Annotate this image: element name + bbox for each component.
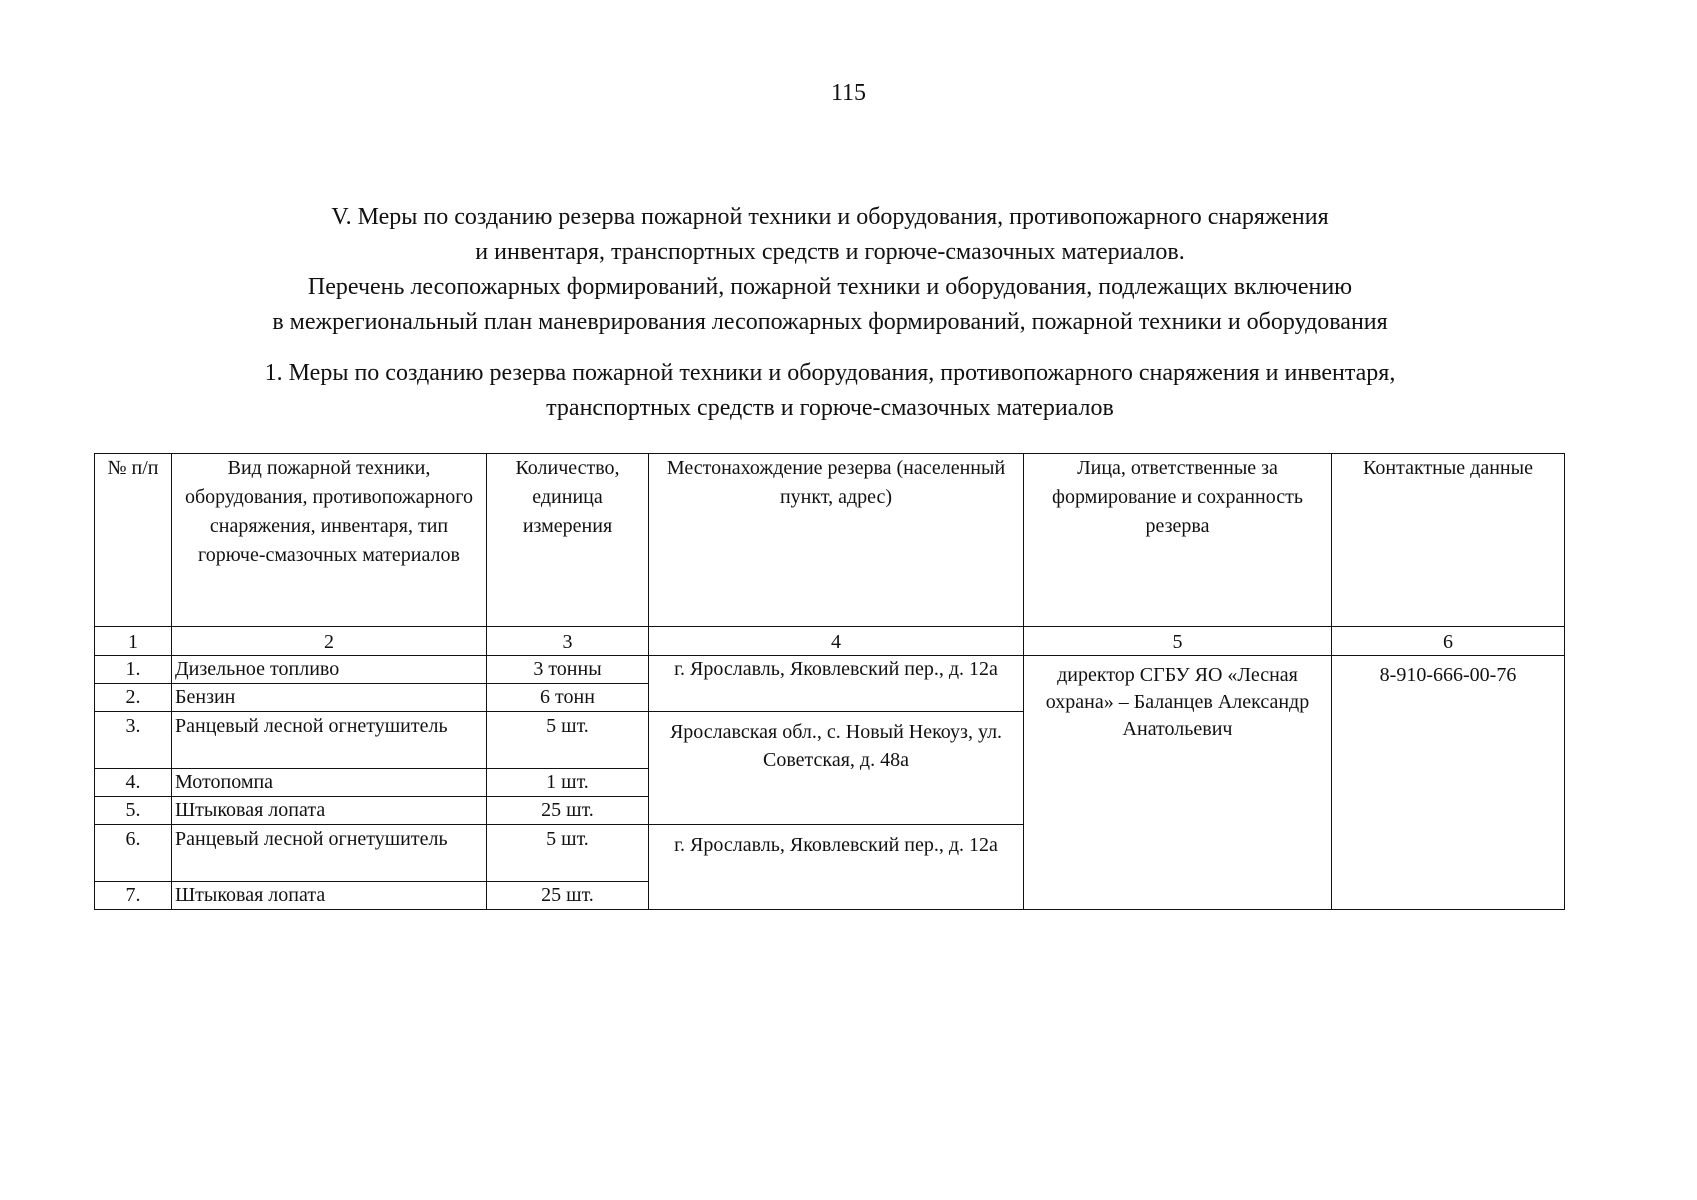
header-cell-responsible: Лица, ответственные за формирование и сохранность резерва <box>1024 454 1332 627</box>
row-item: Мотопомпа <box>172 769 487 797</box>
header-cell-number: № п/п <box>95 454 172 627</box>
column-number-cell: 1 <box>95 627 172 656</box>
column-number-cell: 3 <box>487 627 649 656</box>
row-number: 2. <box>95 684 172 712</box>
row-number: 6. <box>95 825 172 882</box>
row-quantity: 25 шт. <box>487 882 649 910</box>
row-quantity: 25 шт. <box>487 797 649 825</box>
row-item: Ранцевый лесной огнетушитель <box>172 712 487 769</box>
section-heading-line: в межрегиональный план маневрирования лесопожарных формирований, пожарной техники и оборудования <box>272 309 1388 335</box>
row-location: г. Ярославль, Яковлевский пер., д. 12а <box>649 825 1024 910</box>
row-number: 7. <box>95 882 172 910</box>
row-item: Штыковая лопата <box>172 882 487 910</box>
page-number: 115 <box>830 80 867 106</box>
row-quantity: 5 шт. <box>487 825 649 882</box>
row-number: 4. <box>95 769 172 797</box>
column-number-cell: 6 <box>1332 627 1565 656</box>
row-number: 5. <box>95 797 172 825</box>
subsection-heading-line: транспортных средств и горюче-смазочных материалов <box>546 395 1114 421</box>
row-quantity: 3 тонны <box>487 656 649 684</box>
header-cell-location: Местонахождение резерва (населенный пункт, адрес) <box>649 454 1024 627</box>
row-quantity: 5 шт. <box>487 712 649 769</box>
reserve-table <box>94 453 1565 910</box>
row-location: г. Ярославль, Яковлевский пер., д. 12а <box>649 656 1024 712</box>
header-cell-quantity: Количество, единица измерения <box>487 454 649 627</box>
contact-phone: 8-910-666-00-76 <box>1332 656 1565 910</box>
row-quantity: 1 шт. <box>487 769 649 797</box>
row-number: 1. <box>95 656 172 684</box>
section-heading-line: и инвентаря, транспортных средств и горюче-смазочных материалов. <box>475 239 1185 265</box>
subsection-heading <box>100 356 1560 426</box>
table-header-row <box>95 454 1565 627</box>
header-cell-item: Вид пожарной техники, оборудования, противопожарного снаряжения, инвентаря, тип горюче-смазочных материалов <box>172 454 487 627</box>
subsection-heading-line: 1. Меры по созданию резерва пожарной техники и оборудования, противопожарного снаряжения и инвентаря, <box>264 360 1396 386</box>
header-cell-contact: Контактные данные <box>1332 454 1565 627</box>
row-item: Дизельное топливо <box>172 656 487 684</box>
section-heading <box>120 200 1540 340</box>
column-number-cell: 4 <box>649 627 1024 656</box>
section-heading-line: V. Меры по созданию резерва пожарной техники и оборудования, противопожарного снаряжения <box>331 204 1329 230</box>
row-item: Бензин <box>172 684 487 712</box>
row-item: Ранцевый лесной огнетушитель <box>172 825 487 882</box>
row-quantity: 6 тонн <box>487 684 649 712</box>
section-heading-line: Перечень лесопожарных формирований, пожарной техники и оборудования, подлежащих включению <box>307 274 1353 300</box>
column-number-cell: 5 <box>1024 627 1332 656</box>
row-item: Штыковая лопата <box>172 797 487 825</box>
row-number: 3. <box>95 712 172 769</box>
responsible-person: директор СГБУ ЯО «Лесная охрана» – Баланцев Александр Анатольевич <box>1024 656 1332 910</box>
column-number-row <box>95 627 1565 656</box>
row-location: Ярославская обл., с. Новый Некоуз, ул. Советская, д. 48а <box>649 712 1024 825</box>
column-number-cell: 2 <box>172 627 487 656</box>
table-row <box>95 656 1565 684</box>
